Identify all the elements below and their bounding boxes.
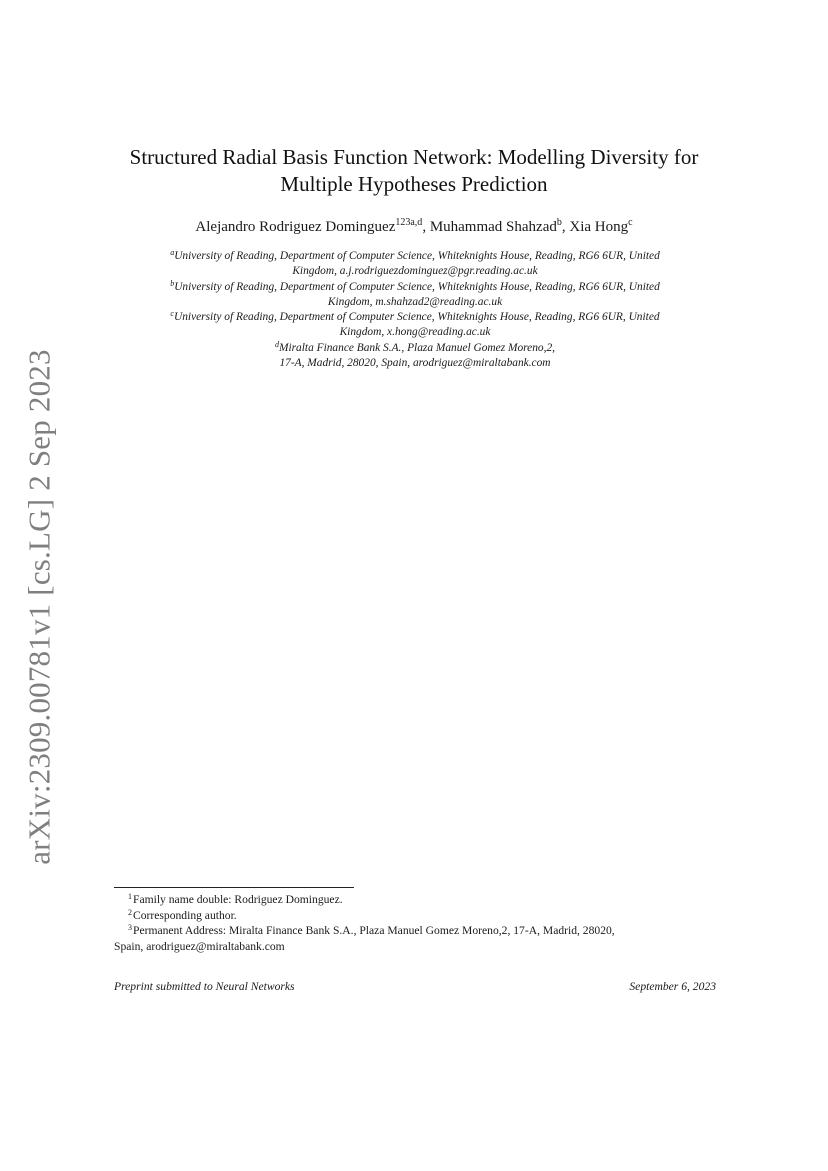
- author-3: Xia Hong$^c$: [569, 217, 633, 235]
- author-1: Alejandro Rodriguez Dominguez$^{123a,d}$,: [195, 217, 430, 235]
- preprint-footer: [114, 980, 716, 993]
- footnote-divider: [114, 887, 354, 888]
- footnote-mark: 2: [128, 907, 132, 917]
- affiliation-a: $^a$University of Reading, Department of Computer Science, Whiteknights House, Reading, RG6 6UR, United Kingdom, a.j.rodriguezdominguez@pgr.reading.ac.uk: [170, 248, 660, 278]
- affiliation-d: $^d$Miralta Finance Bank S.A., Plaza Manuel Gomez Moreno,2, 17-A, Madrid, 28020, Spain, arodriguez@miraltabank.com: [274, 339, 556, 370]
- affiliation-mark: d: [274, 339, 279, 349]
- paper-title-line-2: Multiple Hypotheses Prediction: [280, 172, 548, 196]
- affiliation-b: $^b$University of Reading, Department of Computer Science, Whiteknights House, Reading, RG6 6UR, United Kingdom, m.shahzad2@reading.ac.uk: [170, 278, 660, 308]
- author-1-affil-marks: 123a,d: [395, 217, 423, 228]
- affiliation-c: $^c$University of Reading, Department of Computer Science, Whiteknights House, Reading, RG6 6UR, United Kingdom, x.hong@reading.ac.uk: [170, 309, 660, 339]
- affiliation-list: [114, 249, 716, 371]
- preprint-date: September 6, 2023: [629, 980, 716, 993]
- footnote-3: $^3$Permanent Address: Miralta Finance Bank S.A., Plaza Manuel Gomez Moreno,2, 17-A, Madrid, 28020, Spain, arodriguez@miraltabank.com: [114, 923, 615, 953]
- affiliation-mark: a: [170, 248, 175, 257]
- author-list: [100, 217, 728, 237]
- preprint-notice: Preprint submitted to Neural Networks: [114, 980, 295, 993]
- author-2: Muhammad Shahzad$^b$,: [429, 217, 570, 235]
- author-2-affil-marks: b: [556, 217, 562, 228]
- paper-title: [100, 144, 728, 198]
- footnote-mark: 3: [128, 923, 132, 932]
- arxiv-identifier-stamp: [18, 349, 62, 865]
- footnote-1: $^1$Family name double: Rodriguez Dominguez.: [128, 892, 343, 906]
- footnote-2: $^2$Corresponding author.: [128, 907, 237, 922]
- paper-title-line-1: Structured Radial Basis Function Network: Modelling Diversity for: [129, 145, 699, 169]
- footnote-list: [114, 892, 716, 954]
- footnote-mark: 1: [128, 892, 132, 901]
- author-3-affil-marks: c: [628, 217, 633, 228]
- affiliation-mark: b: [170, 278, 175, 288]
- arxiv-identifier-text: arXiv:2309.00781v1 [cs.LG] 2 Sep 2023: [22, 349, 58, 865]
- affiliation-mark: c: [170, 309, 174, 319]
